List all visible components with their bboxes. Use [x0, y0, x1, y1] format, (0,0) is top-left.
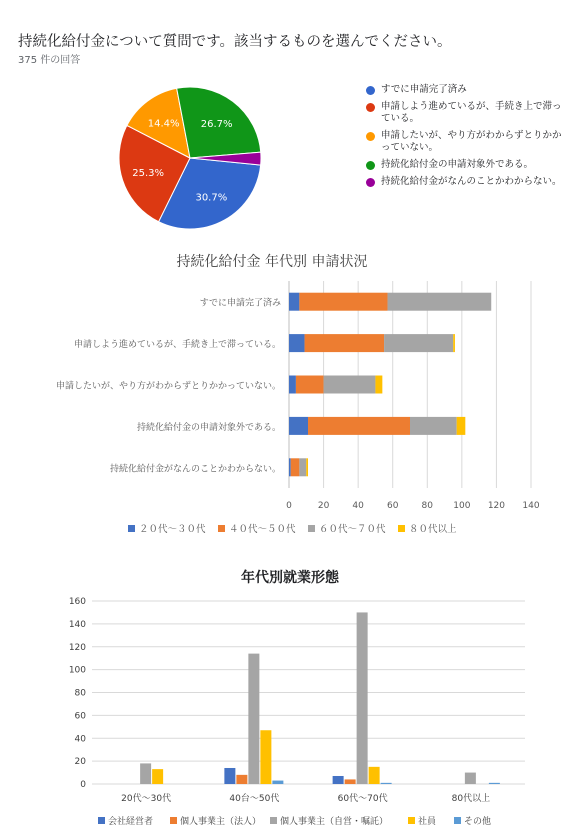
x-category-label: 60代～70代: [337, 794, 388, 804]
bar: [260, 730, 271, 784]
bar-segment: [299, 458, 306, 476]
legend-label: ６０代～７０代: [319, 524, 386, 535]
y-tick-label: 60: [74, 711, 86, 722]
legend-swatch: [366, 132, 375, 141]
bar: [465, 773, 476, 784]
bar-segment: [384, 334, 453, 352]
bar-segment: [306, 458, 308, 476]
legend-swatch: [366, 178, 375, 187]
x-tick-label: 60: [386, 501, 399, 511]
legend-label: 個人事業主（自営・嘱託）: [280, 817, 389, 827]
legend-swatch: [128, 525, 135, 532]
legend-swatch: [366, 103, 375, 112]
question-title: 持続化給付金について質問です。該当するものを選んでください。: [18, 34, 452, 50]
x-tick-label: 20: [317, 501, 330, 511]
x-category-label: 40台～50代: [229, 794, 280, 804]
legend-label: 個人事業主（法人）: [180, 817, 262, 827]
bar-segment: [289, 334, 305, 352]
legend-item: [366, 101, 566, 125]
legend-swatch: [170, 817, 177, 824]
bar-segment: [388, 293, 492, 311]
bar: [381, 783, 392, 784]
bar: [236, 775, 247, 784]
legend-swatch: [98, 817, 105, 824]
bar-segment: [457, 417, 466, 435]
bar: [489, 783, 500, 784]
legend-label: その他: [464, 817, 492, 827]
y-tick-label: 140: [68, 619, 86, 630]
bar: [369, 767, 380, 784]
x-category-label: 80代以上: [451, 794, 491, 804]
legend-swatch: [398, 525, 405, 532]
bar: [272, 781, 283, 784]
pie-slice-label: 30.7%: [195, 192, 228, 204]
legend-swatch: [366, 86, 375, 95]
pie-slice-label: 25.3%: [132, 167, 165, 179]
y-category-label: 申請したいが、やり方がわからずとりかかっていない。: [55, 381, 281, 392]
legend-swatch: [408, 817, 415, 824]
bar-segment: [289, 458, 291, 476]
legend-label: 申請したいが、やり方がわからずとりかかっていない。: [381, 130, 562, 153]
legend-swatch: [366, 161, 375, 170]
bar: [140, 763, 151, 784]
legend-label: 持続化給付金がなんのことかわからない。: [381, 176, 562, 187]
x-category-label: 20代～30代: [121, 794, 172, 804]
y-category-label: 持続化給付金がなんのことかわからない。: [109, 464, 281, 475]
legend-label: ２０代～３０代: [139, 524, 206, 535]
x-tick-label: 120: [487, 501, 506, 511]
bar: [357, 612, 368, 784]
bar-segment: [308, 417, 410, 435]
bar-segment: [375, 376, 382, 394]
y-tick-label: 120: [68, 642, 86, 653]
bar: [224, 768, 235, 784]
chart-title: 持続化給付金 年代別 申請状況: [176, 254, 368, 270]
y-category-label: 持続化給付金の申請対象外である。: [136, 422, 281, 433]
legend-label: 社員: [418, 817, 437, 827]
bar-segment: [324, 376, 376, 394]
legend-label: 持続化給付金の申請対象外である。: [381, 159, 534, 170]
legend-label: 会社経営者: [108, 817, 154, 827]
legend-label: ４０代～５０代: [229, 524, 296, 535]
legend-swatch: [308, 525, 315, 532]
bar-segment: [289, 293, 299, 311]
legend-label: ８０代以上: [409, 524, 457, 535]
response-count: 375 件の回答: [18, 55, 81, 66]
y-tick-label: 20: [74, 757, 86, 768]
legend-swatch: [454, 817, 461, 824]
legend-item: [366, 130, 566, 154]
bar-segment: [291, 458, 300, 476]
bar-segment: [305, 334, 385, 352]
bar: [345, 779, 356, 784]
bar-segment: [410, 417, 457, 435]
x-tick-label: 40: [352, 501, 364, 511]
legend-item: [366, 84, 566, 96]
x-tick-label: 80: [421, 501, 434, 511]
bar-segment: [289, 376, 296, 394]
x-tick-label: 140: [522, 501, 540, 511]
legend-label: すでに申請完了済み: [381, 84, 467, 95]
y-tick-label: 100: [68, 665, 86, 676]
bar: [248, 654, 259, 784]
legend-item: [366, 176, 566, 188]
y-tick-label: 80: [74, 688, 86, 699]
bar-segment: [296, 376, 324, 394]
pie-legend: [366, 84, 566, 193]
bar: [333, 776, 344, 784]
bar-segment: [299, 293, 387, 311]
y-category-label: すでに申請完了済み: [199, 298, 281, 309]
legend-item: [366, 159, 566, 171]
y-tick-label: 0: [80, 780, 86, 790]
bar-segment: [453, 334, 455, 352]
y-tick-label: 160: [68, 597, 86, 607]
legend-swatch: [218, 525, 225, 532]
y-tick-label: 40: [74, 734, 86, 745]
legend-swatch: [270, 817, 277, 824]
bar: [152, 769, 163, 784]
chart-title: 年代別就業形態: [241, 570, 339, 586]
bar-segment: [289, 417, 308, 435]
x-tick-label: 100: [453, 501, 471, 511]
y-category-label: 申請しよう進めているが、手続き上で滞っている。: [73, 340, 281, 351]
pie-slice-label: 26.7%: [200, 118, 233, 130]
pie-slice-label: 14.4%: [147, 118, 180, 130]
legend-label: 申請しよう進めているが、手続き上で滞っている。: [381, 101, 562, 124]
x-tick-label: 0: [286, 501, 292, 511]
